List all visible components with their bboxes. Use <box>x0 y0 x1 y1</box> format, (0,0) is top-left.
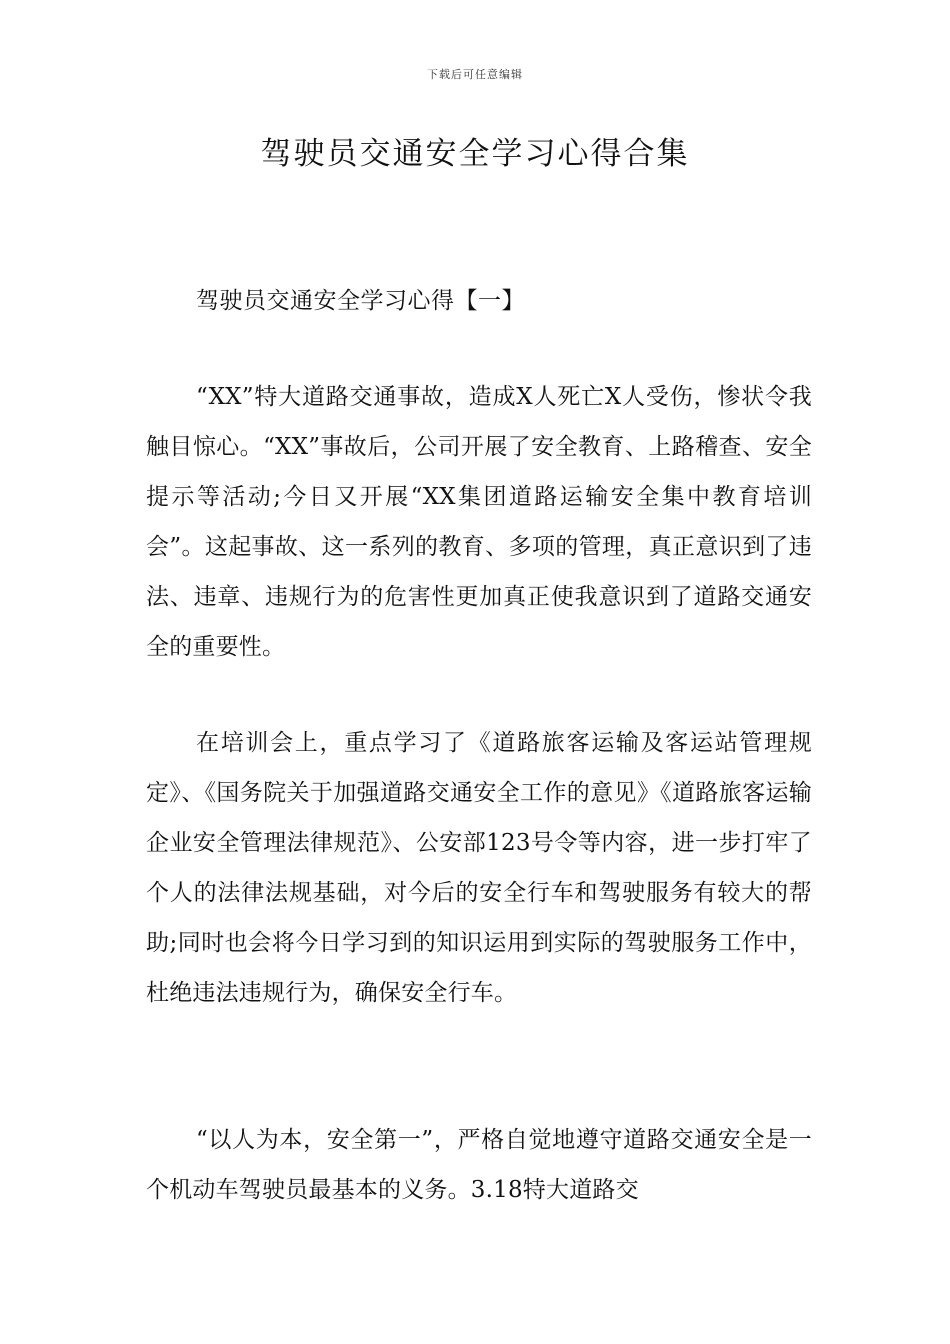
paragraph-3: “以人为本，安全第一”，严格自觉地遵守道路交通安全是一个机动车驾驶员最基本的义务。3.18特大道路交 <box>146 1127 812 1203</box>
header-note: 下载后可任意编辑 <box>427 68 523 81</box>
section-heading: 驾驶员交通安全学习心得【一】 <box>196 288 525 314</box>
paragraph-1: “XX”特大道路交通事故，造成X人死亡X人受伤，惨状令我触目惊心。“XX”事故后，公司开展了安全教育、上路稽查、安全提示等活动;今日又开展“XX集团道路运输安全集中教育培训会”。这起事故、这一系列的教育、多项的管理，真正意识到了违法、违章、违规行为的危害性更加真正使我意识到了道路交通安全的重要性。 <box>146 384 812 660</box>
document-title: 驾驶员交通安全学习心得合集 <box>260 136 690 172</box>
paragraph-2: 在培训会上，重点学习了《道路旅客运输及客运站管理规定》、《国务院关于加强道路交通安全工作的意见》《道路旅客运输企业安全管理法律规范》、公安部123号令等内容，进一步打牢了个人的法律法规基础，对今后的安全行车和驾驶服务有较大的帮助;同时也会将今日学习到的知识运用到实际的驾驶服务工作中，杜绝违法违规行为，确保安全行车。 <box>146 730 812 1006</box>
